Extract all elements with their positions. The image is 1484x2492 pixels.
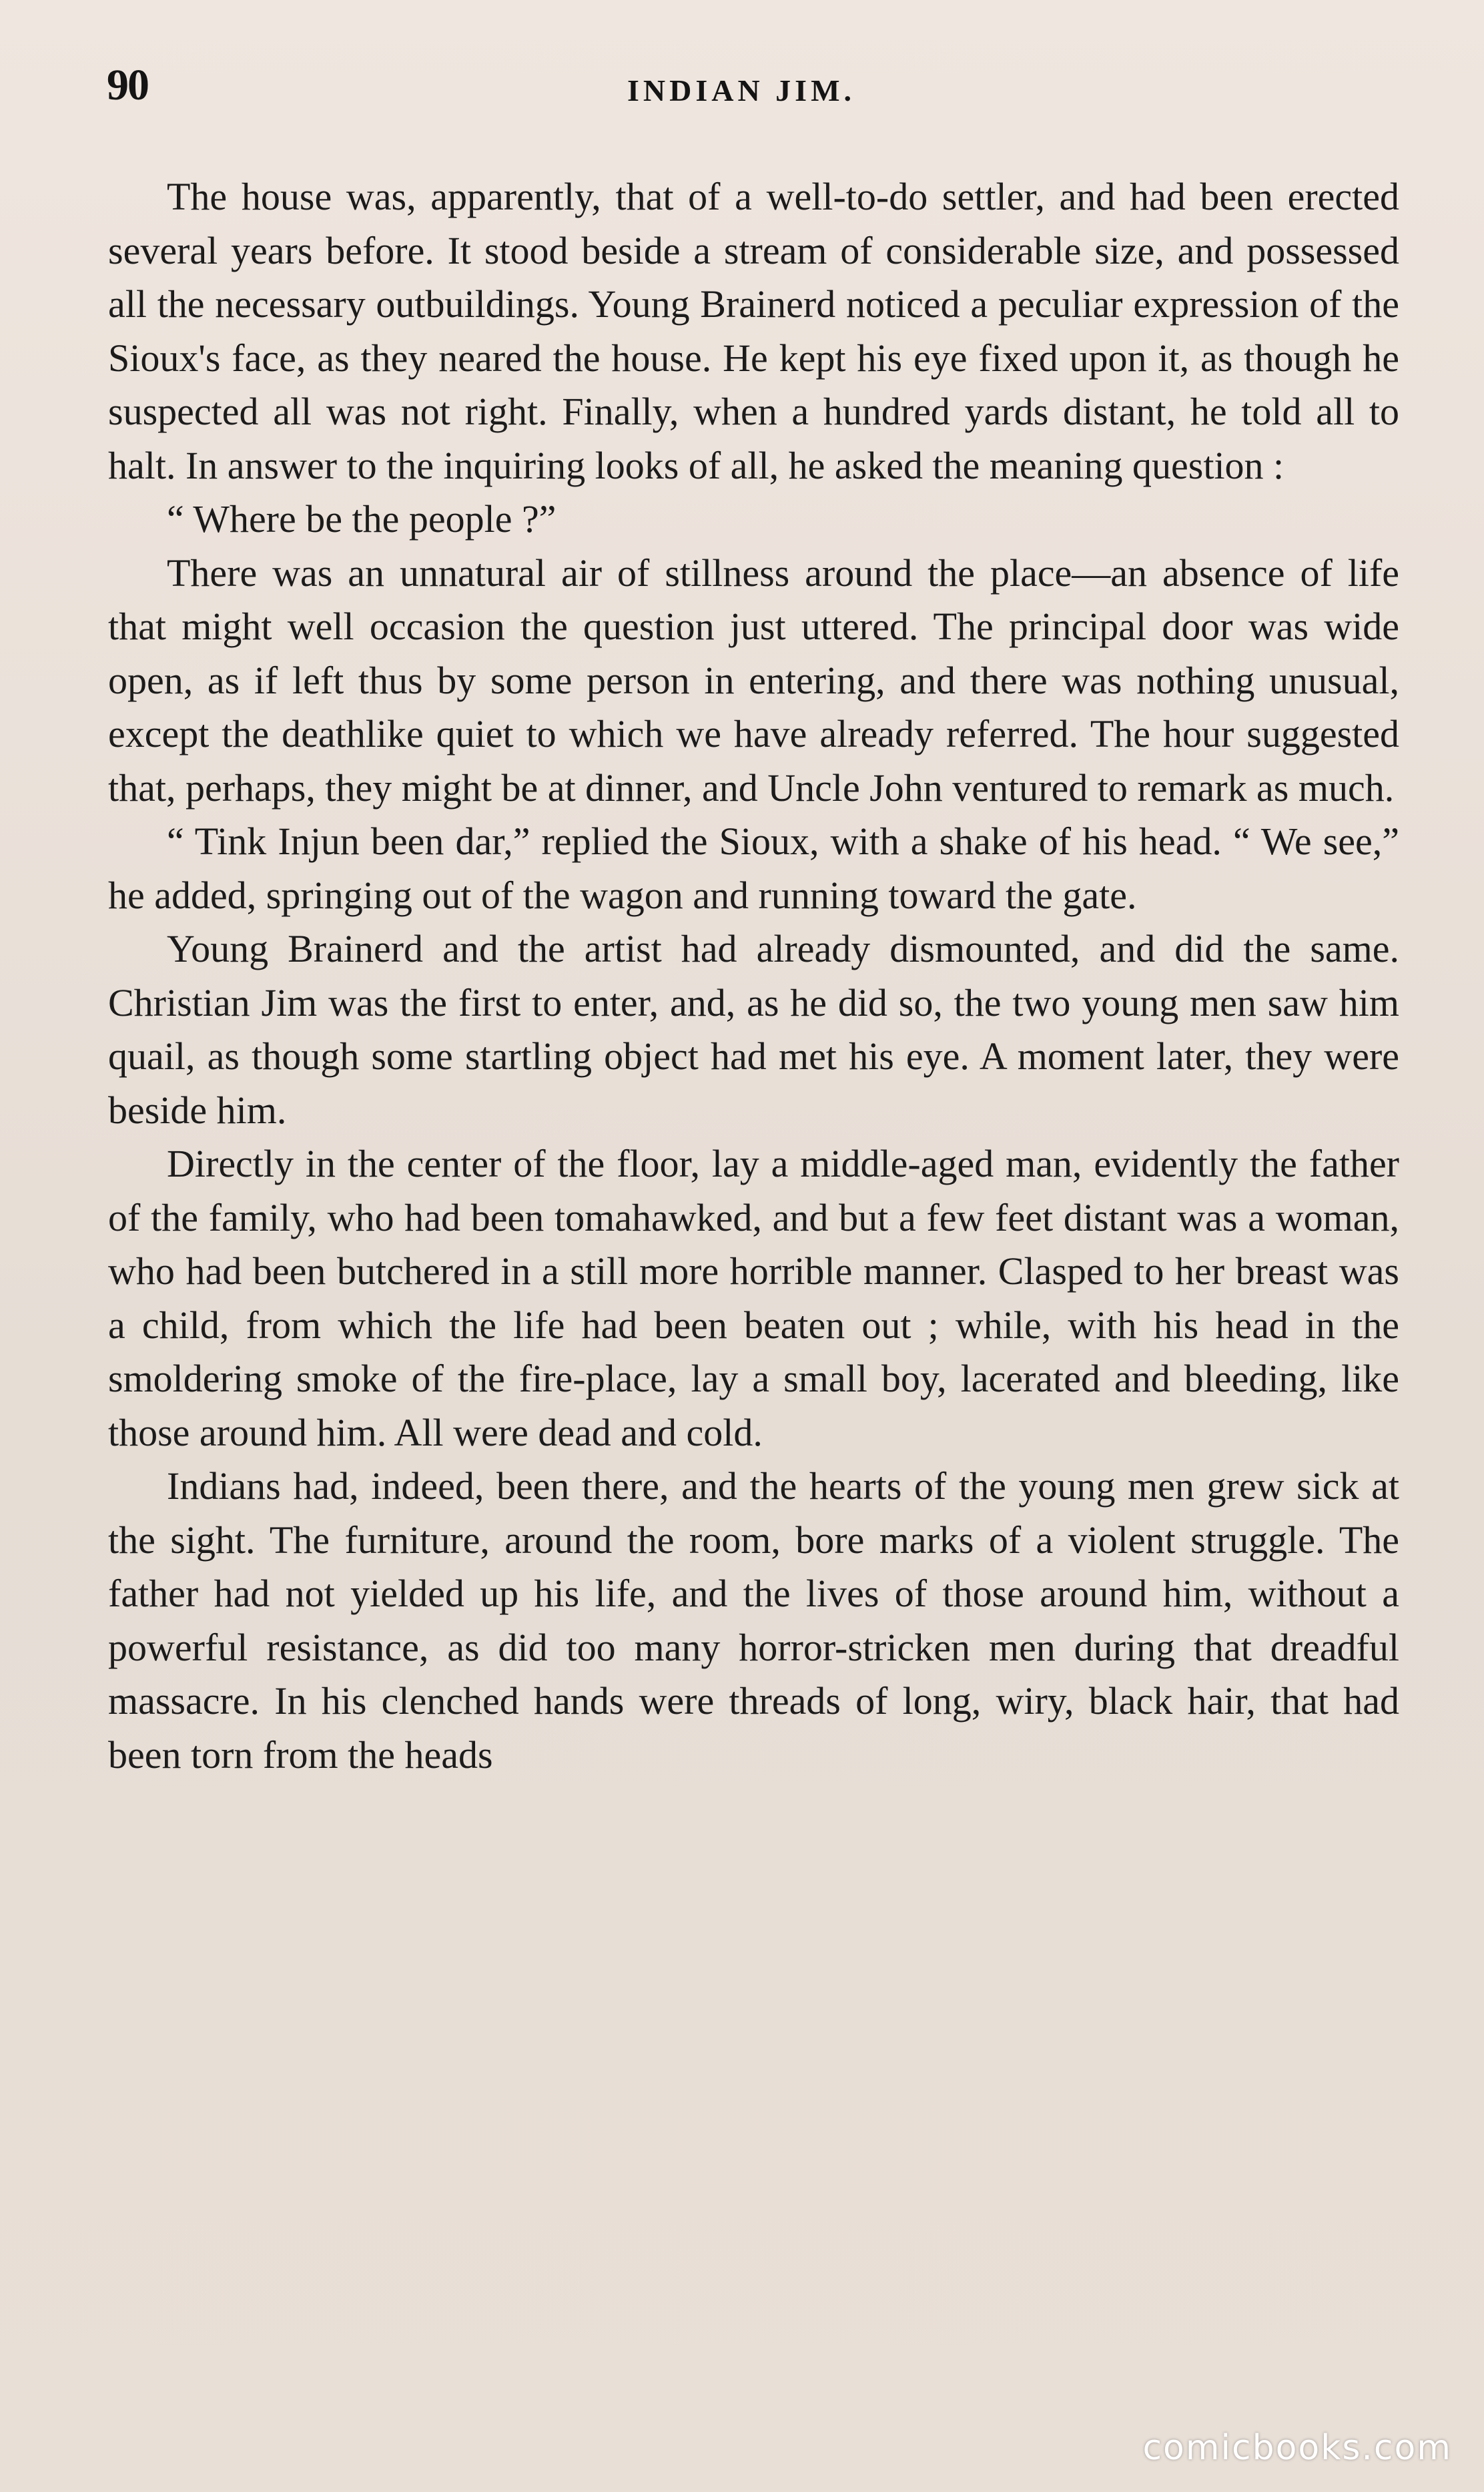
running-head: INDIAN JIM.: [627, 73, 855, 107]
paragraph-2: “ Where be the people ?”: [167, 497, 556, 541]
body-text: [108, 170, 1399, 1782]
paragraph-4: “ Tink Injun been dar,” replied the Sioux, with a shake of his head. “ We see,” he added, springing out of the wagon and running toward the gate.: [108, 820, 1399, 917]
paragraph-5: Young Brainerd and the artist had already dismounted, and did the same. Christian Jim was the first to enter, and, as he did so, the two young men saw him quail, as though some startling object had met his eye. A moment later, they were beside him.: [108, 927, 1399, 1132]
paragraph-6: Directly in the center of the floor, lay a middle-aged man, evidently the father of the family, who had been tomahawked, and but a few feet distant was a woman, who had been butchered in a still more horrible manner. Clasped to her breast was a child, from which the life had been beaten out ; while, with his head in the smoldering smoke of the fire-place, lay a small boy, lacerated and bleeding, like those around him. All were dead and cold.: [108, 1142, 1399, 1454]
paragraph-7: Indians had, indeed, been there, and the hearts of the young men grew sick at the sight. The furniture, around the room, bore marks of a violent struggle. The father had not yielded up his life, and the lives of those around him, without a powerful resistance, as did too many horror-stricken men during that dreadful massacre. In his clenched hands were threads of long, wiry, black hair, that had been torn from the heads: [108, 1464, 1399, 1777]
paragraph-1: The house was, apparently, that of a well-to-do settler, and had been erected several years before. It stood beside a stream of considerable size, and possessed all the necessary outbuildings. Young Brainerd noticed a peculiar expression of the Sioux's face, as they neared the house. He kept his eye fixed upon it, as though he suspected all was not right. Finally, when a hundred yards distant, he told all to halt. In answer to the inquiring looks of all, he asked the meaning question :: [108, 175, 1399, 487]
page-number: 90: [107, 61, 148, 109]
page-header: [107, 63, 1435, 123]
watermark: comicbooks.com: [1142, 2428, 1452, 2468]
paragraph-3: There was an unnatural air of stillness around the place—an absence of life that might well occasion the question just uttered. The principal door was wide open, as if left thus by some person in entering, and there was nothing unusual, except the deathlike quiet to which we have already referred. The hour suggested that, perhaps, they might be at dinner, and Uncle John ventured to remark as much.: [108, 551, 1399, 810]
